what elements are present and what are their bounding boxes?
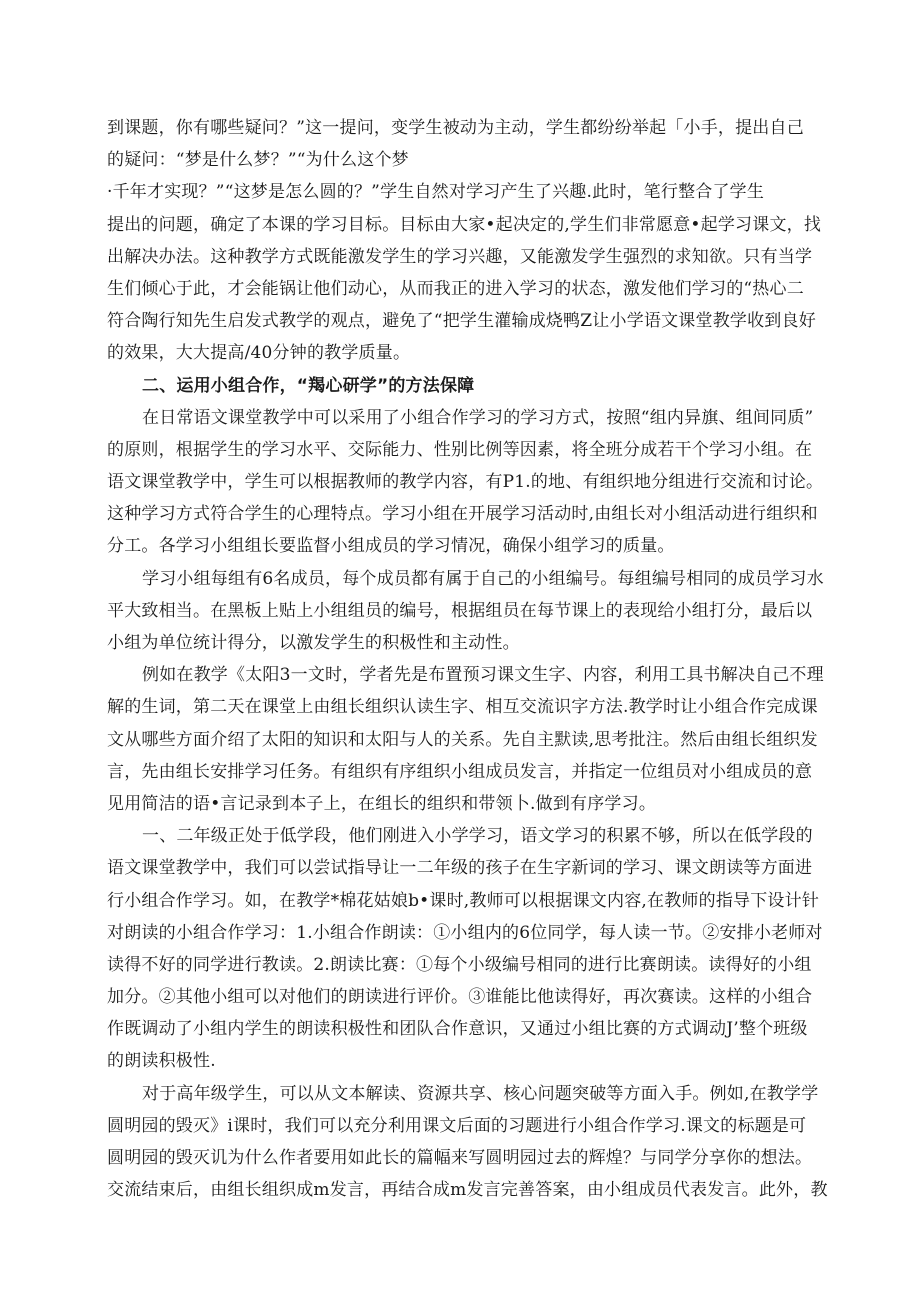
text-line: 语文课堂教学中，我们可以尝试指导让一二年级的孩子在生字新词的学习、课文朗读等方面进 bbox=[107, 858, 813, 879]
text-line: 圆明园的毁灭》i课时，我们可以充分利用课文后面的习题进行小组合作学习.课文的标题是可 bbox=[107, 1115, 807, 1136]
paragraph-start: 例如在教学《太阳3一文时，学者先是布置预习课文生字、内容，利用工具书解决自己不理 bbox=[142, 665, 824, 686]
text-line: 符合陶行知先生启发式教学的观点，避免了“把学生灌输成烧鸭Z让小学语文课堂教学收到良好 bbox=[107, 311, 816, 332]
text-line: ·千年才实现？”“这梦是怎么圆的？”学生自然对学习产生了兴趣.此时，笔行整合了学生 bbox=[107, 182, 765, 203]
paragraph-start: 学习小组每组有6名成员，每个成员都有属于自己的小组编号。每组编号相同的成员学习水 bbox=[142, 568, 824, 589]
text-line: 文从哪些方面介绍了太阳的知识和太阳与人的关系。先自主默读,思考批注。然后由组长组织发 bbox=[107, 729, 818, 750]
text-line: 到课题，你有哪些疑问？”这一提问，变学生被动为主动，学生都纷纷举起「小手，提出自己 bbox=[107, 118, 804, 138]
text-line: 读得不好的同学进行教读。2.朗读比赛：①每个小级编号相同的进行比赛朗读。读得好的小组 bbox=[107, 954, 812, 975]
section-heading: 二、运用小组合作，“羯心研学”的方法保障 bbox=[142, 375, 475, 396]
text-line: 见用简洁的语•言记录到本子上，在组长的组织和带领卜.做到有序学习。 bbox=[107, 793, 657, 814]
text-line: 分工。各学习小组组长要监督小组成员的学习情况，确保小组学习的质量。 bbox=[107, 536, 675, 557]
text-line: 生们倾心于此，才会能锅让他们动心，从而我正的进入学习的状态，激发他们学习的“热心二 bbox=[107, 278, 804, 299]
text-line: 的效果，大大提高/40分钟的教学质量。 bbox=[107, 343, 411, 364]
text-line: 圆明园的毁灭讥为什么作者要用如此长的篇幅来写圆明园过去的辉煌？与同学分享你的想法。 bbox=[107, 1148, 813, 1168]
text-line: 语文课堂教学中，学生可以根据教师的教学内容，有P1.的地、有组织地分组进行交流和讨论。 bbox=[107, 472, 824, 493]
text-line: 这种学习方式符合学生的心理特点。学习小组在开展学习活动时,由组长对小组活动进行组织和 bbox=[107, 504, 818, 525]
text-line: 加分。②其他小组可以对他们的朗读进行评价。③谁能比他读得好，再次赛读。这样的小组合 bbox=[107, 987, 813, 1008]
text-line: 平大致相当。在黑板上贴上小组组员的编号，根据组员在每节课上的表现给小组打分，最后以 bbox=[107, 600, 813, 621]
paragraph-start: 对于高年级学生，可以从文本解读、资源共享、核心问题突破等方面入手。例如,在教学学 bbox=[142, 1083, 819, 1104]
text-line: 的原则，根据学生的学习水平、交际能力、性别比例等因素，将全班分成若干个学习小组。在 bbox=[107, 439, 813, 460]
paragraph-start: 在日常语文课堂教学中可以采用了小组合作学习的学习方式，按照“组内异旗、组间同质” bbox=[142, 407, 814, 428]
text-line: 交流结束后，由组长组织成m发言，再结合成m发言完善答案，由小组成员代表发言。此外，教 bbox=[107, 1180, 828, 1201]
paragraph-start: 一、二年级正处于低学段，他们刚进入小学学习，语文学习的积累不够，所以在低学段的 bbox=[142, 826, 813, 847]
text-line: 言，先由组长安排学习任务。有组织有序组织小组成员发言，并指定一位组员对小组成员的意 bbox=[107, 761, 813, 782]
text-line: 对朗读的小组合作学习：1.小组合作朗读：①小组内的6位同学，每人读一节。②安排小老师对 bbox=[107, 922, 823, 943]
text-line: 的疑问：“梦是什么梦？”“为什么这个梦 bbox=[107, 150, 409, 171]
document-body bbox=[107, 112, 828, 1206]
text-line: 提出的问题，确定了本课的学习目标。目标由大家•起决定的,学生们非常愿意•起学习课文，找 bbox=[107, 214, 822, 235]
text-line: 出解决办法。这种教学方式既能激发学生的学习兴趣，又能激发学生强烈的求知欲。只有当学 bbox=[107, 246, 813, 267]
text-line: 的朗读积极性. bbox=[107, 1051, 216, 1072]
text-line: 解的生词，第二天在课堂上由组长组织认读生字、相互交流识字方法.教学时让小组合作完成课 bbox=[107, 697, 818, 718]
text-line: 小组为单位统计得分，以激发学生的积极性和主动性。 bbox=[107, 633, 520, 653]
text-line: 行小组合作学习。如，在教学*棉花姑娘b•课时,教师可以根据课文内容,在教师的指导下设计针 bbox=[107, 890, 820, 911]
text-line: 作既调动了小组内学生的朗读积极性和团队合作意识，又通过小组比赛的方式调动J’整个班级 bbox=[107, 1019, 808, 1040]
